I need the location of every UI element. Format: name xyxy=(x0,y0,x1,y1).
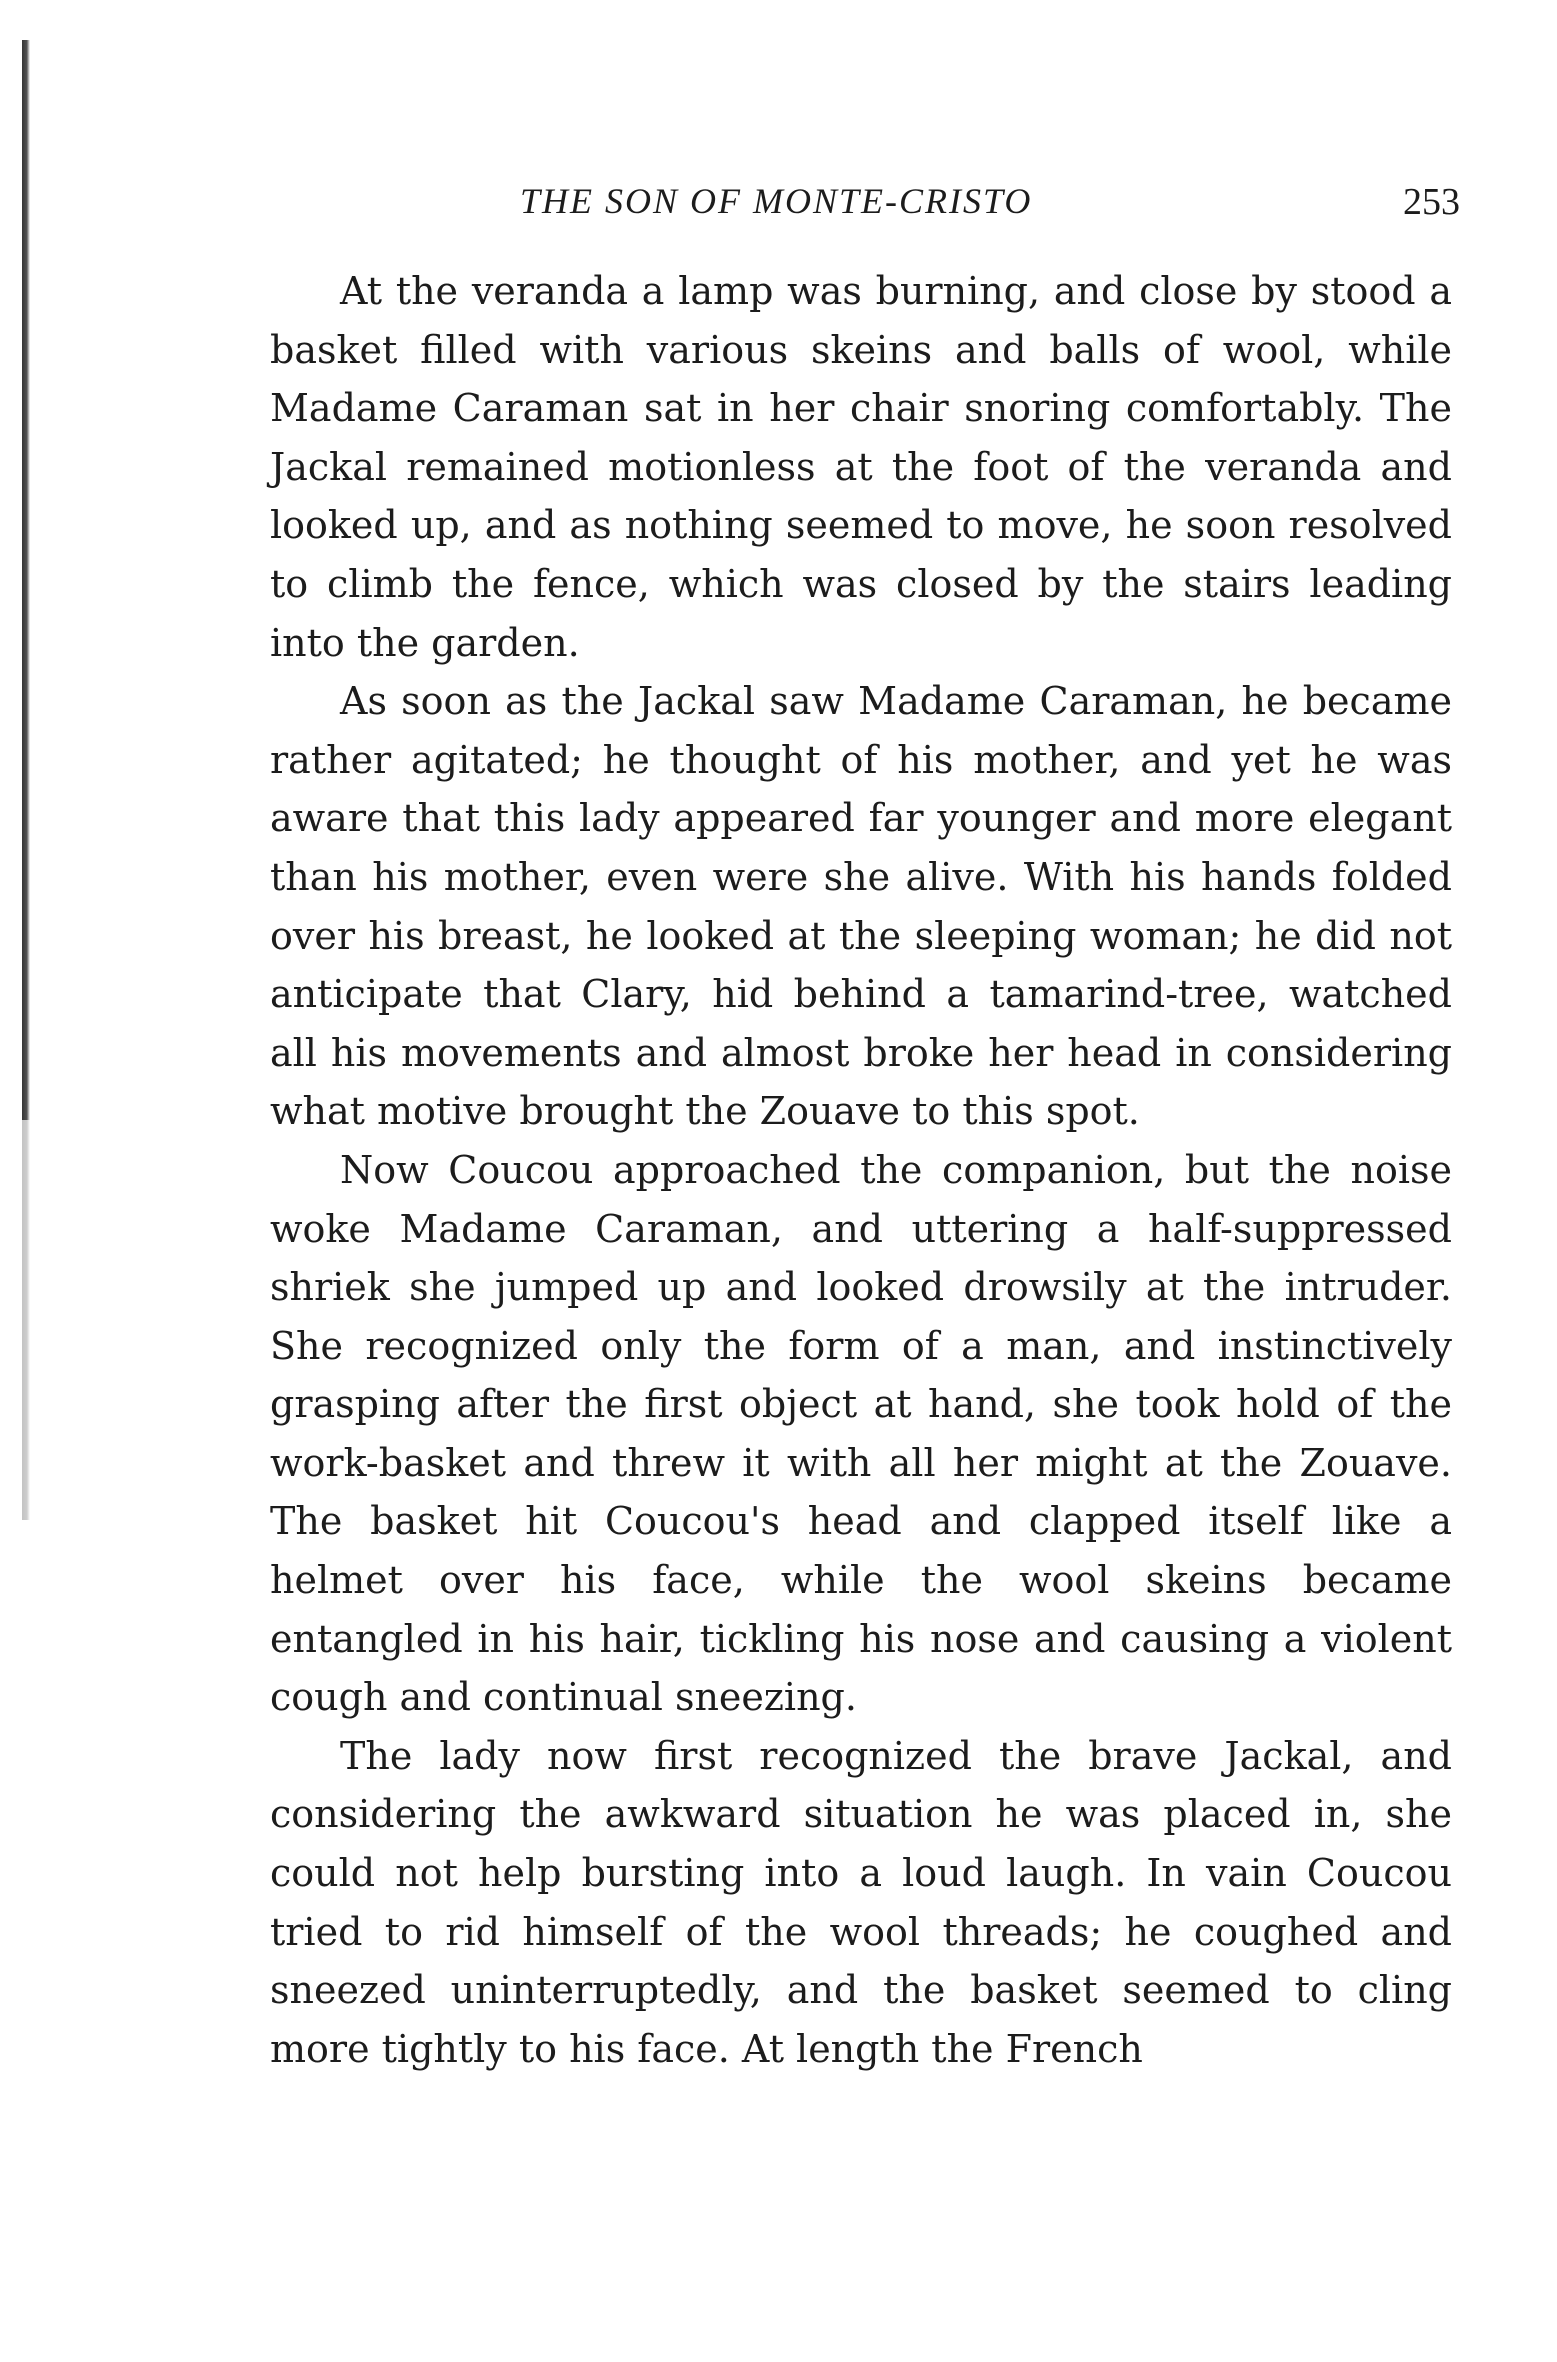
paragraph: As soon as the Jackal saw Madame Caraman, he became rather agitated; he thought of his mother, and yet he was aware that this lady appeared far younger and more elegant than his mother, even were she alive. With his hands folded over his breast, he looked at the sleeping woman; he did not anticipate that Clary, hid behind a tamarind-tree, watched all his movements and almost broke her head in considering what motive brought the Zouave to this spot. xyxy=(270,679,1452,1134)
paragraph: The lady now first recognized the brave Jackal, and considering the awkward situation he was placed in, she could not help bursting into a loud laugh. In vain Coucou tried to rid himself of the wool threads; he coughed and sneezed uninterruptedly, and the basket seemed to cling more tightly to his face. At length the French xyxy=(270,1733,1452,2071)
body-text xyxy=(270,262,1452,2078)
page-number: 253 xyxy=(1403,181,1460,223)
paragraph: At the veranda a lamp was burning, and close by stood a basket filled with various skeins and balls of wool, while Madame Caraman sat in her chair snoring comfortably. The Jackal remained motionless at the foot of the veranda and looked up, and as nothing seemed to move, he soon resolved to climb the fence, which was closed by the stairs leading into the garden. xyxy=(270,269,1452,665)
running-title: THE SON OF MONTE-CRISTO xyxy=(520,181,1033,221)
page-header xyxy=(275,180,1460,232)
paragraph: Now Coucou approached the companion, but the noise woke Madame Caraman, and uttering a half-suppressed shriek she jumped up and looked drowsily at the intruder. She recognized only the form of a man, and instinctively grasping after the first object at hand, she took hold of the work-basket and threw it with all her might at the Zouave. The basket hit Coucou's head and clapped itself like a helmet over his face, while the wool skeins became entangled in his hair, tickling his nose and causing a violent cough and continual sneezing. xyxy=(270,1147,1452,1720)
